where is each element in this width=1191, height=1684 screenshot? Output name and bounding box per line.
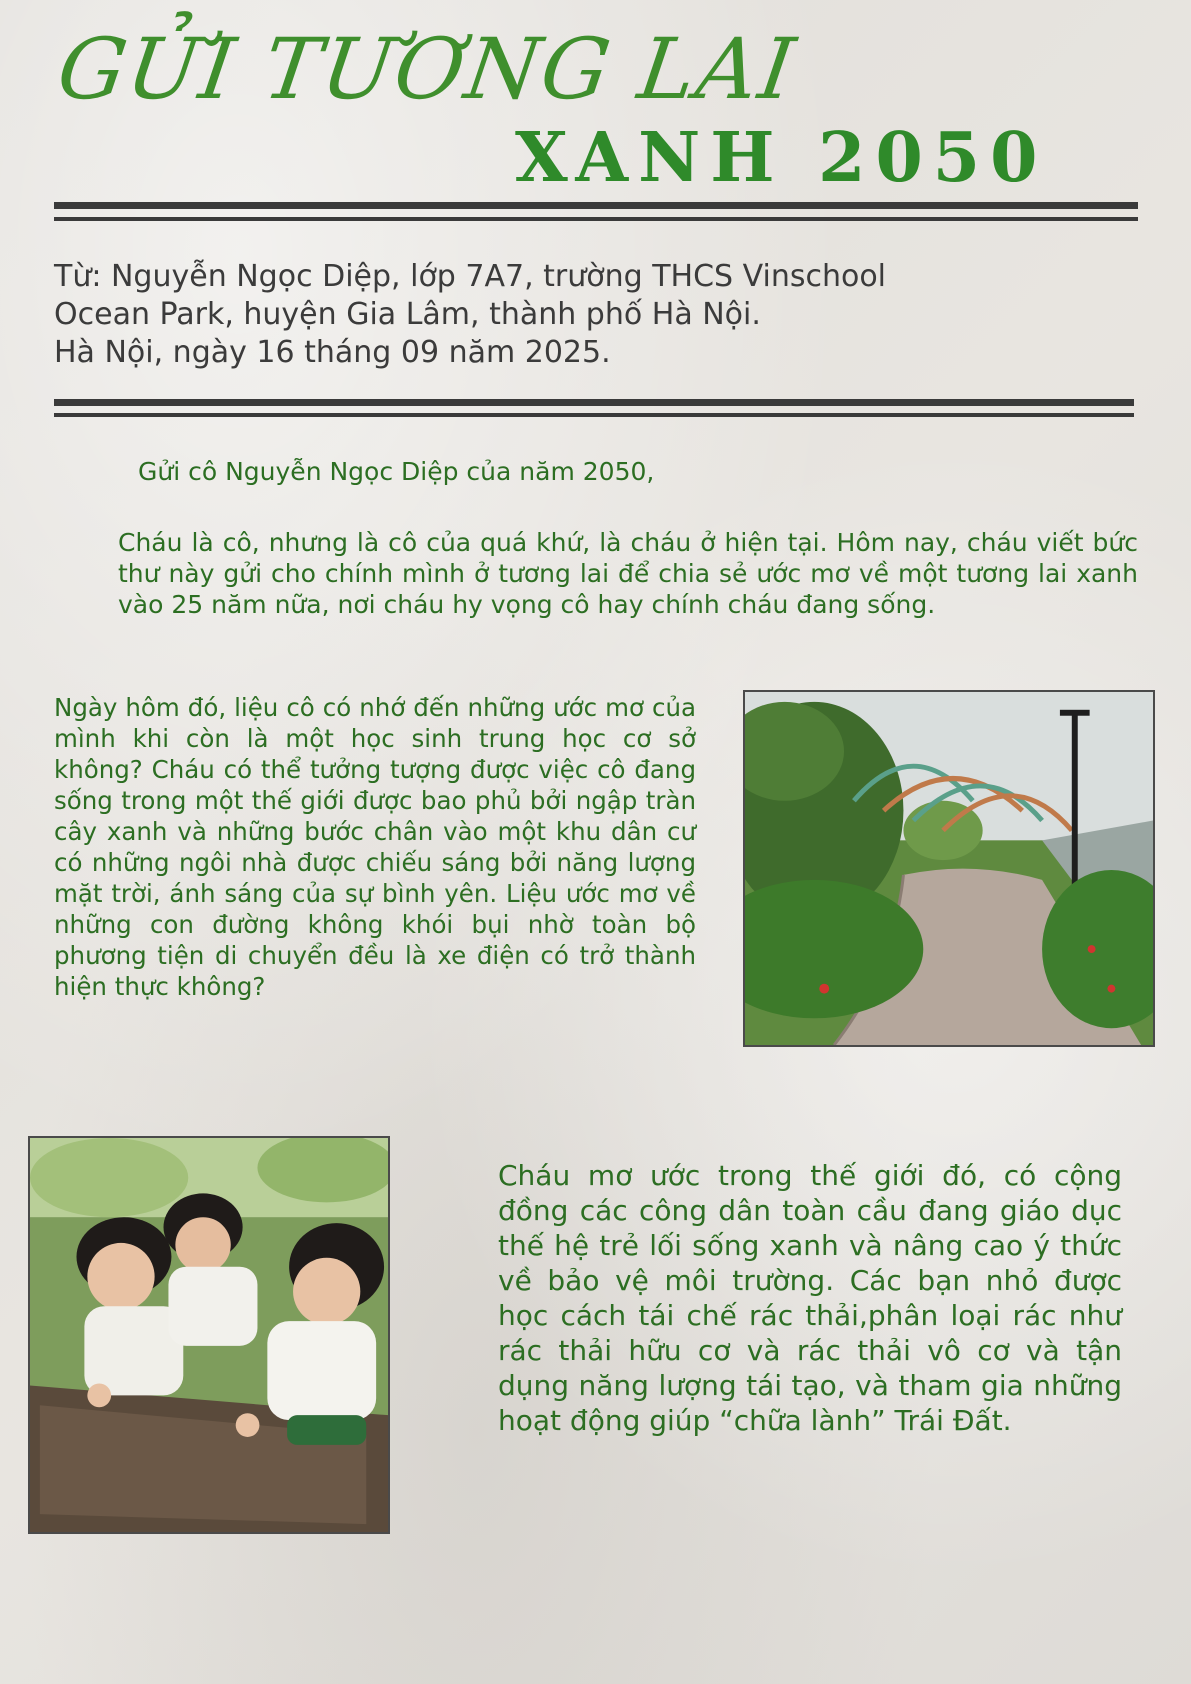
letter-paragraph-1: Cháu là cô, nhưng là cô của quá khứ, là cháu ở hiện tại. Hôm nay, cháu viết bức thư này gửi cho chính mình ở tương lai để chia sẻ ước mơ về một tương lai xanh vào 25 năm nữa, nơi cháu hy vọng cô hay chính cháu đang sống. <box>118 528 1138 619</box>
garden-path-illustration <box>745 692 1153 1045</box>
letter-paragraph-2: Ngày hôm đó, liệu cô có nhớ đến những ước mơ của mình khi còn là một học sinh trung học cơ sở không? Cháu có thể tưởng tượng được việc cô đang sống trong một thế giới được bao phủ bởi ngập tràn cây xanh và những bước chân vào một khu dân cư có những ngôi nhà được chiếu sáng bởi năng lượng mặt trời, ánh sáng của sự bình yên. Liệu ước mơ về những con đường không khói bụi nhờ toàn bộ phương tiện di chuyển đều là xe điện có trở thành hiện thực không? <box>54 693 696 1001</box>
divider-bottom-thin <box>54 413 1134 417</box>
divider-top-thin <box>54 217 1138 221</box>
children-gardening-illustration <box>30 1138 388 1532</box>
sender-date: Hà Nội, ngày 16 tháng 09 năm 2025. <box>54 335 611 370</box>
letter-greeting: Gửi cô Nguyễn Ngọc Diệp của năm 2050, <box>138 457 655 486</box>
sender-line-1: Từ: Nguyễn Ngọc Diệp, lớp 7A7, trường THCS Vinschool <box>54 259 887 294</box>
title-line-1: GỬI TƯƠNG LAI <box>51 20 803 118</box>
title-line-2: XANH 2050 <box>515 118 1048 198</box>
sender-line-2: Ocean Park, huyện Gia Lâm, thành phố Hà Nội. <box>54 297 761 332</box>
letter-paragraph-3: Cháu mơ ước trong thế giới đó, có cộng đồng các công dân toàn cầu đang giáo dục thế hệ trẻ lối sống xanh và nâng cao ý thức về bảo vệ môi trường. Các bạn nhỏ được học cách tái chế rác thải,phân loại rác như rác thải hữu cơ và rác thải vô cơ và tận dụng năng lượng tái tạo, và tham gia những hoạt động giúp “chữa lành” Trái Đất. <box>498 1159 1122 1437</box>
divider-top-thick <box>54 202 1138 209</box>
divider-bottom-thick <box>54 399 1134 406</box>
children-gardening-photo <box>28 1136 390 1534</box>
garden-path-photo <box>743 690 1155 1047</box>
sender-block <box>54 258 1134 372</box>
